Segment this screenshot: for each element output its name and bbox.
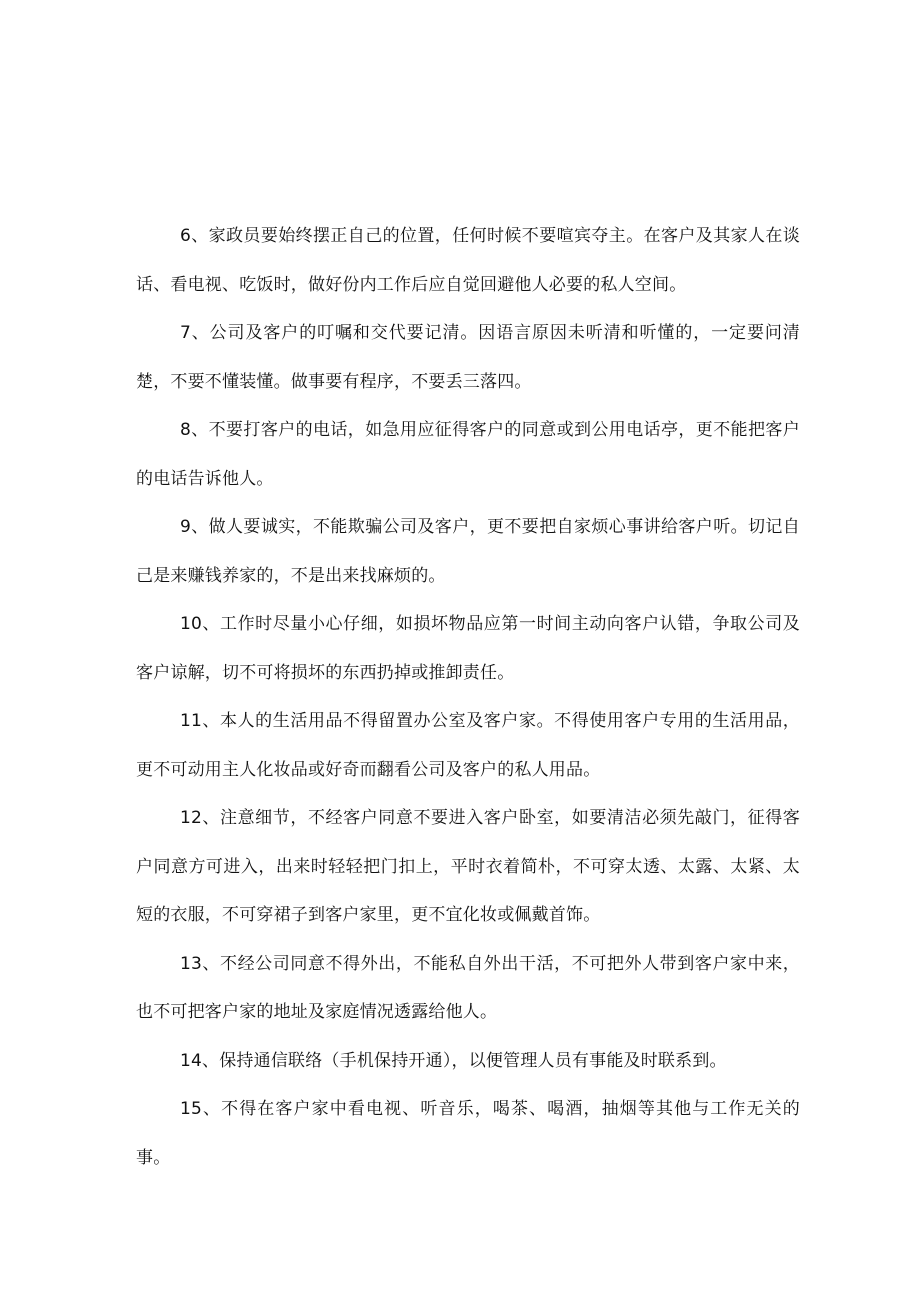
paragraph-rule-7: 7、公司及客户的叮嘱和交代要记清。因语言原因未听清和听懂的，一定要问清楚，不要不懂装懂。做事要有程序，不要丢三落四。	[136, 323, 800, 392]
paragraph-rule-12: 12、注意细节，不经客户同意不要进入客户卧室，如要清洁必须先敲门，征得客户同意方可进入，出来时轻轻把门扣上，平时衣着简朴，不可穿太透、太露、太紧、太短的衣服，不可穿裙子到客户家里，更不宜化妆或佩戴首饰。	[136, 808, 800, 925]
paragraph-rule-9: 9、做人要诚实，不能欺骗公司及客户，更不要把自家烦心事讲给客户听。切记自己是来赚钱养家的，不是出来找麻烦的。	[136, 517, 800, 586]
paragraph-rule-10: 10、工作时尽量小心仔细，如损坏物品应第一时间主动向客户认错，争取公司及客户谅解，切不可将损坏的东西扔掉或推卸责任。	[136, 614, 800, 683]
paragraph-rule-13: 13、不经公司同意不得外出，不能私自外出干活，不可把外人带到客户家中来，也不可把客户家的地址及家庭情况透露给他人。	[136, 953, 800, 1022]
paragraph-rule-15: 15、不得在客户家中看电视、听音乐，喝茶、喝酒，抽烟等其他与工作无关的事。	[136, 1099, 800, 1168]
paragraph-rule-11: 11、本人的生活用品不得留置办公室及客户家。不得使用客户专用的生活用品，更不可动用主人化妆品或好奇而翻看公司及客户的私人用品。	[136, 711, 800, 780]
paragraph-rule-14: 14、保持通信联络（手机保持开通），以便管理人员有事能及时联系到。	[180, 1050, 727, 1071]
paragraph-rule-6: 6、家政员要始终摆正自己的位置，任何时候不要喧宾夺主。在客户及其家人在谈话、看电视、吃饭时，做好份内工作后应自觉回避他人必要的私人空间。	[136, 226, 800, 295]
paragraph-rule-8: 8、不要打客户的电话，如急用应征得客户的同意或到公用电话亭，更不能把客户的电话告诉他人。	[136, 420, 800, 489]
document-body	[136, 212, 800, 1182]
